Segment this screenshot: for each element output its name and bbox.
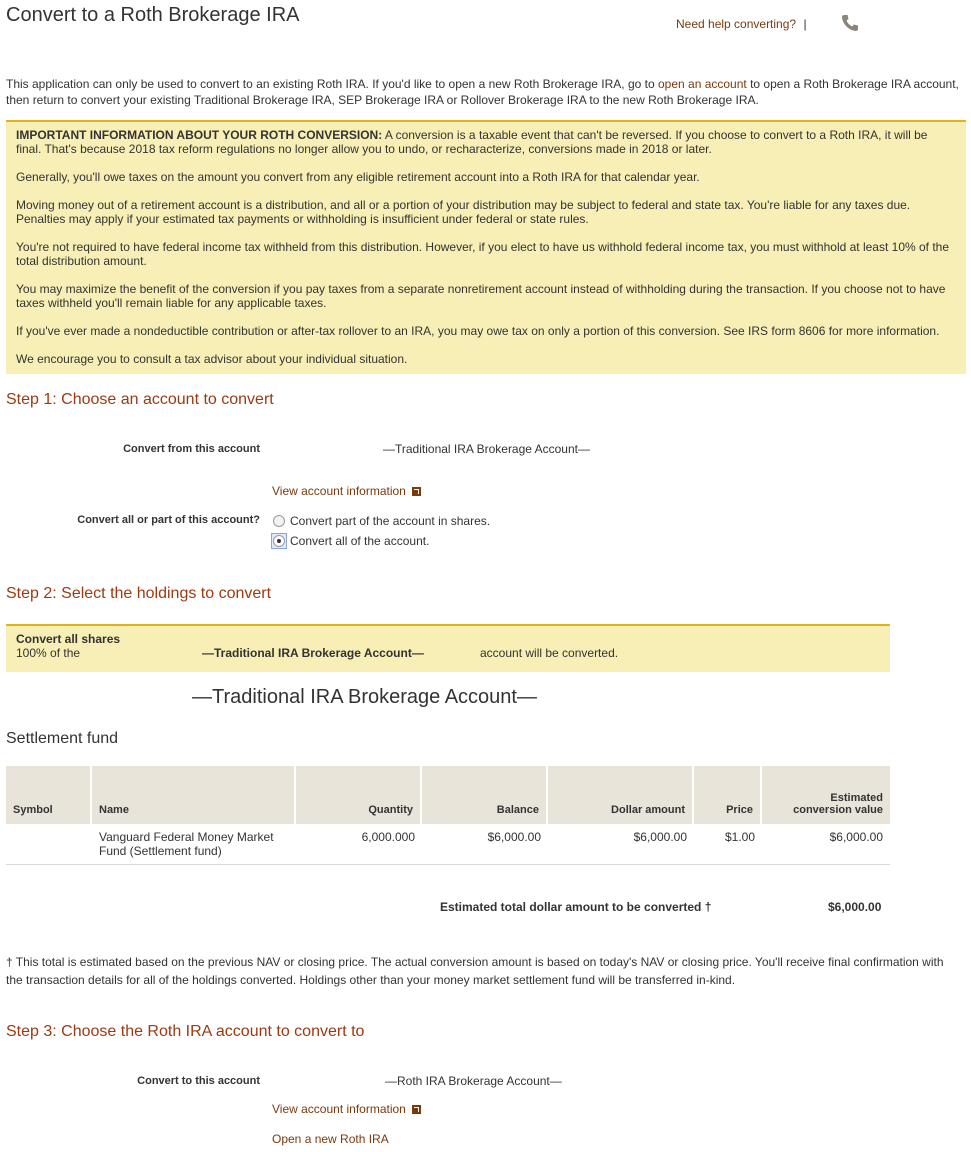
col-symbol: Symbol — [6, 766, 92, 824]
page-title: Convert to a Roth Brokerage IRA — [6, 4, 300, 26]
account-heading: —Traditional IRA Brokerage Account— — [192, 686, 537, 708]
notice-p1-text: A conversion is a taxable event that can't be reversed. If you choose to convert to a Roth IRA, it will be final. That's because 2018 tax reform regulations no longer allow you to undo, or recharacterize, conversions made in 2018 or later. — [16, 128, 928, 156]
convert-all-shares-line — [16, 646, 880, 660]
phone-icon[interactable] — [840, 13, 860, 33]
footnote: † This total is estimated based on the previous NAV or closing price. The actual conversion amount is based on today's NAV or closing price. You'll receive final confirmation with the transaction details for all of the holdings converted. Holdings other than your money market settlement fund will be transferred in-kind. — [6, 955, 944, 987]
col-dollar-amount: Dollar amount — [548, 766, 694, 824]
notice-paragraph-5: You may maximize the benefit of the conversion if you pay taxes from a separate nonretirement account instead of withholding during the transaction. If you choose not to have taxes withheld you'll remain liable for any applicable taxes. — [16, 282, 946, 310]
holdings-table — [6, 766, 890, 865]
intro-text — [6, 76, 966, 108]
cell-price: $1.00 — [694, 824, 762, 865]
view-account-info-2[interactable] — [272, 1102, 421, 1116]
external-link-icon — [412, 1105, 421, 1114]
col-quantity: Quantity — [296, 766, 422, 824]
view-account-info-link-2[interactable]: View account information — [272, 1102, 406, 1116]
total-value: $6,000.00 — [828, 900, 882, 914]
convert-to-label: Convert to this account — [137, 1075, 260, 1087]
radio-convert-part-wrap[interactable] — [271, 513, 287, 529]
cell-balance: $6,000.00 — [422, 824, 548, 865]
external-link-icon — [412, 487, 421, 496]
table-row — [6, 824, 890, 865]
view-account-info-link-1[interactable]: View account information — [272, 484, 406, 498]
need-help-link[interactable]: Need help converting? — [676, 17, 797, 31]
notice-paragraph-2: Generally, you'll owe taxes on the amount you convert from any eligible retirement account into a Roth IRA for that calendar year. — [16, 170, 700, 184]
settlement-fund-heading: Settlement fund — [6, 730, 119, 747]
radio-convert-all-label[interactable]: Convert all of the account. — [290, 534, 430, 548]
radio-convert-all[interactable] — [273, 535, 285, 547]
notice-paragraph-6: If you've ever made a nondeductible contribution or after-tax rollover to an IRA, you may owe tax on only a portion of this conversion. See IRS form 8606 for more information. — [16, 324, 940, 338]
box-account: —Traditional IRA Brokerage Account— — [202, 646, 424, 660]
convert-part-label: Convert all or part of this account? — [77, 514, 260, 526]
view-account-info-1[interactable] — [272, 484, 421, 498]
convert-from-label: Convert from this account — [123, 443, 260, 455]
cell-quantity: 6,000.000 — [296, 824, 422, 865]
box-prefix: 100% of the — [16, 646, 81, 660]
intro-text-start: This application can only be used to convert to an existing Roth IRA. If you'd like to open a new Roth Brokerage IRA, go to — [6, 77, 658, 91]
notice-paragraph-1 — [16, 128, 956, 156]
convert-to-account: —Roth IRA Brokerage Account— — [385, 1074, 562, 1088]
important-notice — [6, 120, 966, 374]
notice-heading: IMPORTANT INFORMATION ABOUT YOUR ROTH CONVERSION: — [16, 128, 383, 142]
open-account-link[interactable]: open an account — [658, 77, 747, 91]
cell-estimated: $6,000.00 — [762, 824, 890, 865]
convert-all-shares-box — [6, 624, 890, 672]
col-estimated: Estimated conversion value — [762, 766, 890, 824]
step1-heading: Step 1: Choose an account to convert — [6, 391, 274, 408]
help-area — [676, 17, 807, 31]
convert-all-shares-heading: Convert all shares — [16, 632, 121, 646]
col-balance: Balance — [422, 766, 548, 824]
total-label: Estimated total dollar amount to be converted † — [440, 900, 712, 914]
help-separator: | — [803, 17, 807, 31]
convert-from-account: —Traditional IRA Brokerage Account— — [383, 442, 590, 456]
notice-paragraph-3: Moving money out of a retirement account is a distribution, and all or a portion of your distribution may be subject to federal and state tax. You're liable for any taxes due. Penalties may apply if your estimated tax payments or withholding is insufficient under federal or state rules. — [16, 198, 911, 226]
step2-heading: Step 2: Select the holdings to convert — [6, 585, 272, 602]
box-suffix: account will be converted. — [480, 646, 619, 660]
col-name: Name — [92, 766, 296, 824]
notice-paragraph-4: You're not required to have federal income tax withheld from this distribution. However, if you elect to have us withhold federal income tax, you must withhold at least 10% of the total distribution amount. — [16, 240, 950, 268]
cell-name: Vanguard Federal Money Market Fund (Settlement fund) — [92, 824, 296, 865]
open-new-roth-ira-link[interactable]: Open a new Roth IRA — [272, 1132, 389, 1146]
cell-symbol — [6, 824, 92, 865]
cell-dollar-amount: $6,000.00 — [548, 824, 694, 865]
intro-text-end: to open a Roth Brokerage IRA account, then return to convert your existing Traditional Brokerage IRA, SEP Brokerage IRA or Rollover Brokerage IRA to the new Roth Brokerage IRA. — [6, 77, 959, 107]
radio-convert-part[interactable] — [273, 515, 285, 527]
holdings-header-row — [6, 766, 890, 824]
radio-convert-all-wrap[interactable] — [271, 533, 287, 549]
col-price: Price — [694, 766, 762, 824]
step3-heading: Step 3: Choose the Roth IRA account to convert to — [6, 1023, 365, 1040]
notice-paragraph-7: We encourage you to consult a tax advisor about your individual situation. — [16, 352, 408, 366]
radio-convert-part-label[interactable]: Convert part of the account in shares. — [290, 514, 491, 528]
